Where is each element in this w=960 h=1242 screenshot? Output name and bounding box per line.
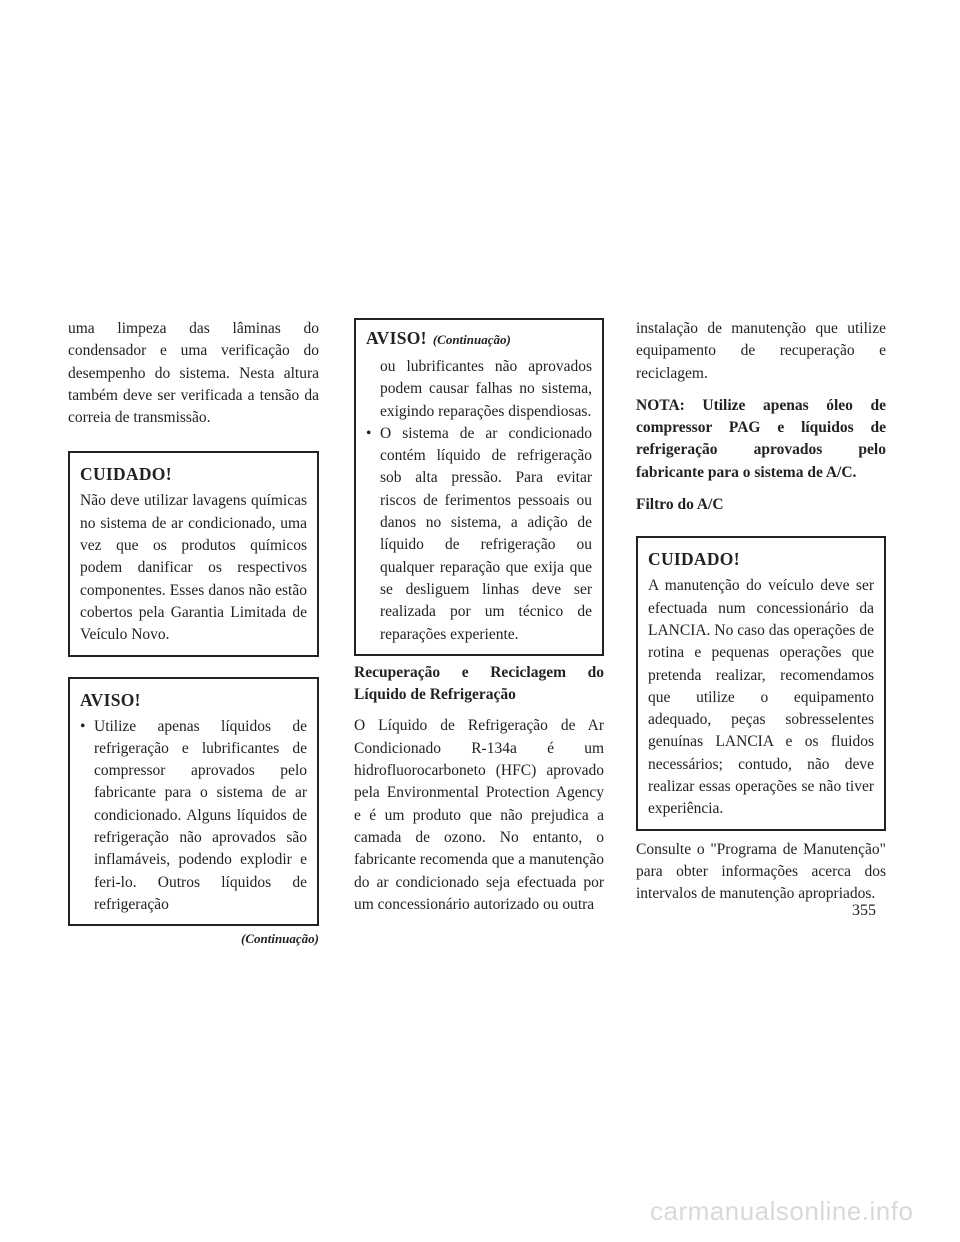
caution-box [68,451,319,656]
note-text: NOTA: Utilize apenas óleo de compressor PAG e líquidos de refrigeração aprovados pelo fabricante para o sistema de A/C. [636,396,886,481]
caution-box [636,536,886,830]
warning-list [366,423,592,646]
continued-label: (Continuação) [432,332,511,347]
continued-label: (Continuação) [240,931,319,947]
page-number: 355 [852,902,876,919]
section-heading: Filtro do A/C [636,496,724,514]
warning-continued-text: ou lubrificantes não aprovados podem causar falhas no sistema, exigindo reparações dispendiosas. [380,358,592,420]
warning-list [80,716,307,917]
column-middle [354,318,604,916]
warning-title: AVISO! [80,689,141,710]
caution-title: CUIDADO! [648,549,740,570]
caution-text: Não deve utilizar lavagens químicas no sistema de ar condicionado, uma vez que os produtos químicos podem danificar os respectivos componentes. Esses danos não estão cobertos pela Garantia Limitada de Veículo Novo. [80,492,307,644]
paragraph-maintenance: Consulte o "Programa de Manutenção" para obter informações acerca dos intervalos de manutenção apropriados. [636,840,886,903]
caution-text: A manutenção do veículo deve ser efectuada num concessionário da LANCIA. No caso das operações de rotina e pequenas operações que pretenda realizar, recomendamos que utilize o equipamento adequado, peças sobresselentes genuínas LANCIA e os fluidos necessários; contudo, não deve realizar essas operações se não tiver experiência. [648,577,874,818]
warning-box-continued [354,318,604,656]
warning-bullet: • O sistema de ar condicionado contém líquido de refrigeração sob alta pressão. Para evitar riscos de ferimentos pessoais ou danos no sistema, a adição de líquido de refrigeração ou qualquer reparação que exija que se desliguem linhas deve ser realizada por um técnico de reparações experiente. [366,423,592,646]
column-left [68,318,319,951]
warning-box [68,677,319,927]
warning-title: AVISO! [366,328,427,348]
section-heading: Recuperação e Reciclagem do Líquido de Refrigeração [354,663,604,704]
paragraph-refrigerant: O Líquido de Refrigeração de Ar Condicionado R-134a é um hidrofluorocarboneto (HFC) aprovado pela Environmental Protection Agency e é um produto que não prejudica a camada de ozono. No entanto, o fabricante recomenda que a manutenção do ar condicionado seja efectuada por um concessionário autorizado ou outra [354,717,604,913]
paragraph-continued: instalação de manutenção que utilize equipamento de recuperação e reciclagem. [636,320,886,382]
paragraph-intro: uma limpeza das lâminas do condensador e uma verificação do desempenho do sistema. Nesta altura também deve ser verificada a tensão da correia de transmissão. [68,320,319,427]
warning-bullet: • Utilize apenas líquidos de refrigeração e lubrificantes de compressor aprovados pelo fabricante para o sistema de ar condicionado. Alguns líquidos de refrigeração não aprovados são inflamáveis, podendo explodir e feri-lo. Outros líquidos de refrigeração [80,716,307,917]
column-right [636,318,886,906]
watermark: carmanualsonline.info [650,1196,914,1226]
caution-title: CUIDADO! [80,464,172,485]
